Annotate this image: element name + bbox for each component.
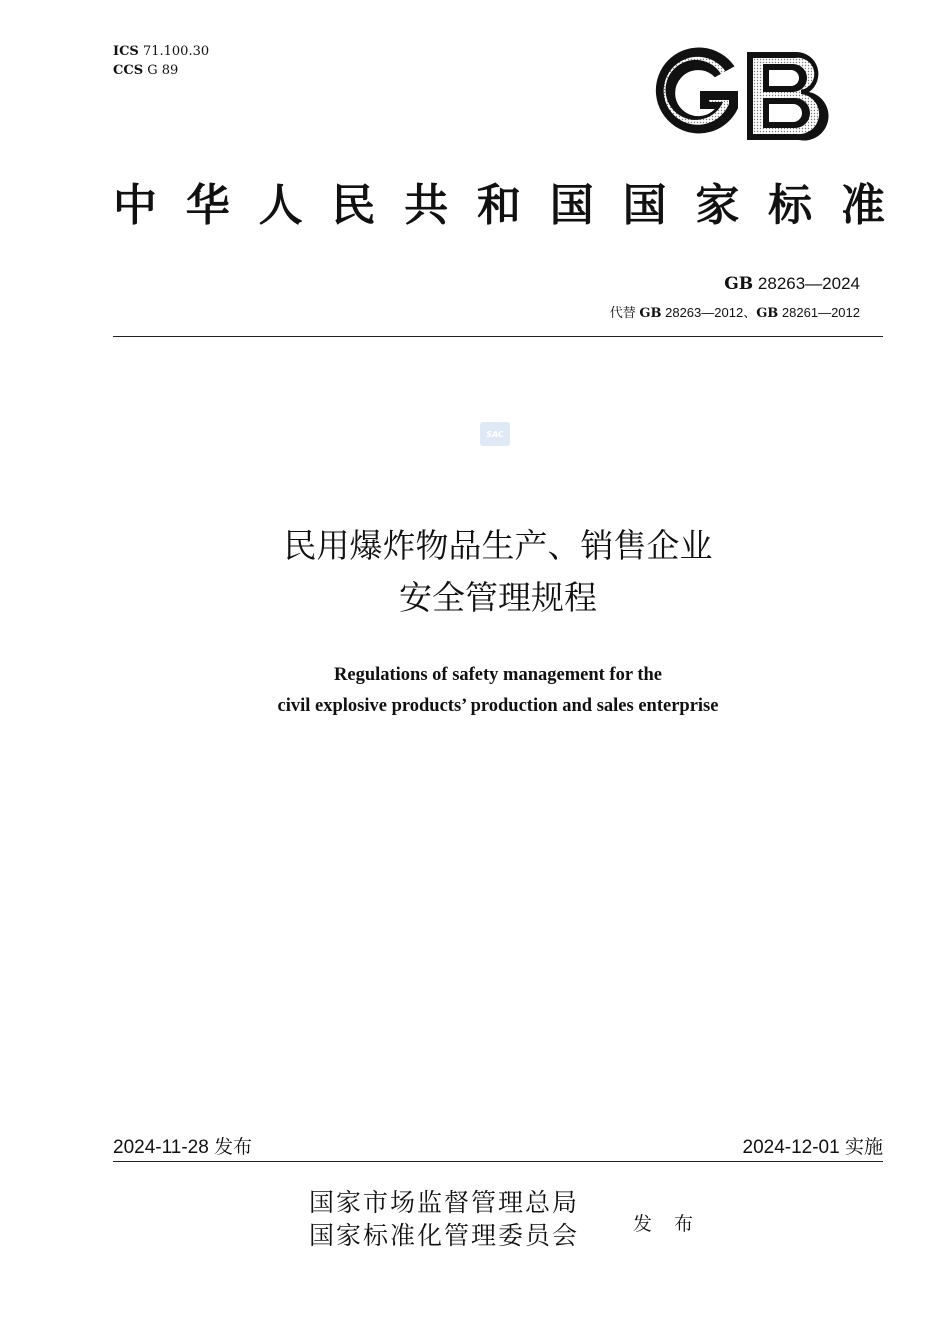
english-title-line-2: civil explosive products’ production and sales enterprise: [277, 696, 719, 716]
sac-watermark-icon: [480, 422, 510, 446]
standard-number-value: 28263—2024: [757, 274, 860, 293]
standard-number-prefix: GB: [724, 274, 754, 294]
standard-title-char: 和: [476, 180, 521, 231]
issue-date-value: 2024-11-28: [113, 1137, 209, 1158]
publish-label: 发 布: [633, 1213, 702, 1235]
publisher-line-2: 国家标准化管理委员会: [309, 1221, 580, 1250]
replaces-separator: 、: [743, 305, 757, 320]
implementation-date-value: 2024-12-01: [742, 1137, 840, 1158]
ccs-value: G 89: [147, 63, 179, 78]
standard-title-char: 国: [622, 180, 667, 231]
issue-date: [113, 1132, 252, 1159]
chinese-title-line-1: 民用爆炸物品生产、销售企业: [283, 526, 713, 565]
standard-title-char: 共: [404, 180, 449, 231]
standard-title-char: 标: [768, 180, 813, 231]
chinese-title: [0, 520, 950, 624]
standard-number: [724, 274, 860, 294]
ics-value: 71.100.30: [142, 44, 210, 59]
standard-category-title: [113, 178, 885, 234]
ics-code: [113, 42, 209, 61]
standard-title-char: 中: [113, 180, 157, 231]
replaces-standards: [610, 302, 860, 321]
standard-title-char: 人: [258, 180, 303, 231]
ccs-label: CCS: [113, 63, 144, 78]
english-title: [0, 660, 950, 722]
standard-title-char: 民: [331, 180, 376, 231]
publisher-line-1: 国家市场监督管理总局: [309, 1188, 580, 1217]
issue-date-label: 发布: [214, 1137, 253, 1158]
replaces-prefix-1: GB: [639, 306, 662, 321]
ics-label: ICS: [113, 44, 139, 59]
bottom-divider: [113, 1161, 883, 1162]
implementation-date: [743, 1132, 884, 1159]
sac-mark-text: SAC: [486, 430, 504, 439]
chinese-title-line-2: 安全管理规程: [399, 578, 597, 617]
replaces-label: 代替: [609, 305, 636, 320]
implementation-date-label: 实施: [844, 1137, 883, 1158]
standard-title-char: 家: [695, 180, 740, 231]
top-divider: [113, 336, 883, 337]
english-title-line-1: Regulations of safety management for the: [334, 665, 662, 685]
replaces-number-1: 28263—2012: [665, 305, 744, 320]
standard-title-char: 华: [185, 180, 230, 231]
classification-codes: [113, 42, 209, 80]
ccs-code: [113, 61, 209, 80]
gb-logo-icon: [645, 46, 833, 146]
replaces-number-2: 28261—2012: [781, 305, 860, 320]
publishers: [309, 1186, 579, 1252]
standard-title-char: 国: [549, 180, 594, 231]
replaces-prefix-2: GB: [756, 306, 779, 321]
standard-title-char: 准: [840, 180, 885, 231]
